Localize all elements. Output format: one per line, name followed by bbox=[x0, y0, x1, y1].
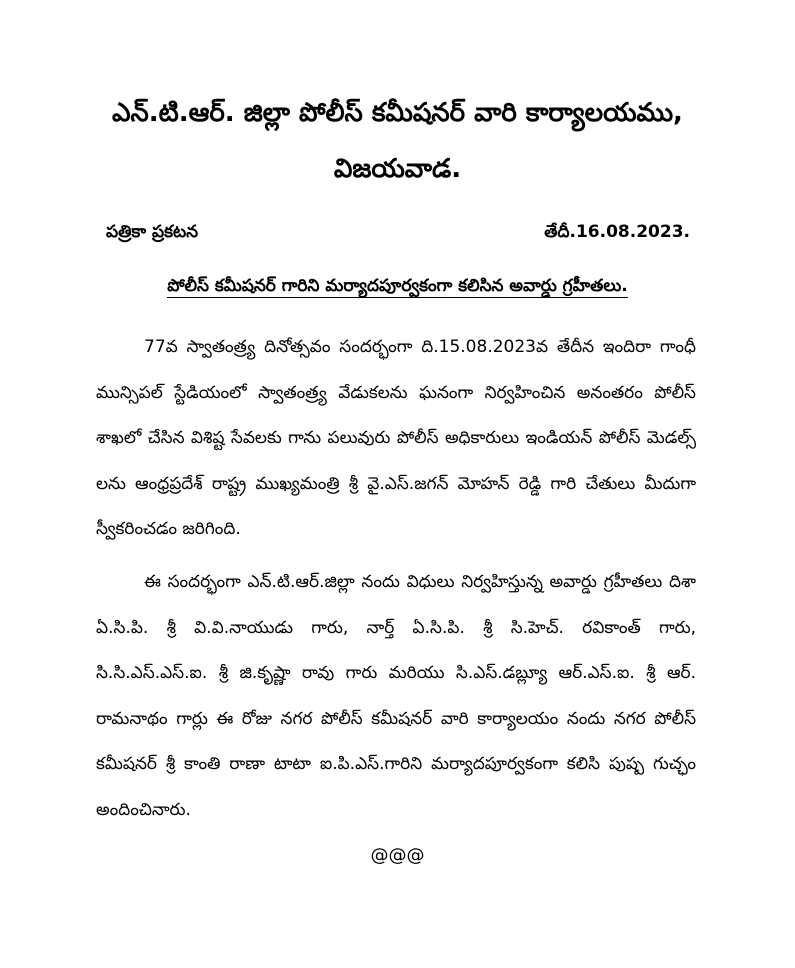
end-mark: @@@ bbox=[370, 845, 425, 866]
body-paragraph-2: ఈ సందర్భంగా ఎన్.టి.ఆర్.జిల్లా నందు విధులు నిర్వహిస్తున్న అవార్డు గ్రహీతలు దిశా ఏ.సి.పి. శ్రీ వి.వి.నాయుడు గారు, నార్త్ ఏ.సి.పి. శ్రీ సి.హెచ్. రవికాంత్ గారు, సి.సి.ఎస్.ఎస్.ఐ. శ్రీ జి.కృష్ణా రావు గారు మరియు సి.ఎస్.డబ్ల్యూ ఆర్.ఎస్.ఐ. శ్రీ ఆర్. రామనాథం గార్లు ఈ రోజు నగర పోలీస్ కమీషనర్ వారి కార్యాలయం నందు నగర పోలీస్ కమీషనర్ శ్రీ కాంతి రాణా టాటా ఐ.పి.ఎస్.గారిని మర్యాదపూర్వకంగా కలిసి పుష్ప గుచ్ఛం అందించినారు. bbox=[96, 572, 696, 820]
office-title: ఎన్.టి.ఆర్. జిల్లా పోలీస్ కమీషనర్ వారి కార్యాలయము, bbox=[112, 98, 683, 128]
body-paragraph-1: 77వ స్వాతంత్ర్య దినోత్సవం సందర్భంగా ది.15.08.2023వ తేదీన ఇందిరా గాంధీ మున్సిపల్ స్టేడియంలో స్వాతంత్ర్య వేడుకలను ఘనంగా నిర్వహించిన అనంతరం పోలీస్ శాఖలో చేసిన విశిష్ట సేవలకు గాను పలువురు పోలీస్ అధికారులు ఇండియన్ పోలీస్ మెడల్స్ లను ఆంధ్రప్రదేశ్ రాష్ట్ర ముఖ్యమంత్రి శ్రీ వై.ఎస్.జగన్ మోహన్ రెడ్డి గారి చేతులు మీదుగా స్వీకరించడం జరిగింది. bbox=[96, 337, 696, 539]
meta-row bbox=[106, 218, 690, 246]
press-release-label: పత్రికా ప్రకటన bbox=[106, 222, 199, 242]
subject-line bbox=[0, 272, 795, 300]
release-date: తేదీ.16.08.2023. bbox=[544, 222, 690, 242]
subject-text: పోలీస్ కమీషనర్ గారిని మర్యాదపూర్వకంగా కలిసిన అవార్డు గ్రహీతలు. bbox=[167, 276, 628, 296]
city-name: విజయవాడ. bbox=[333, 154, 462, 184]
